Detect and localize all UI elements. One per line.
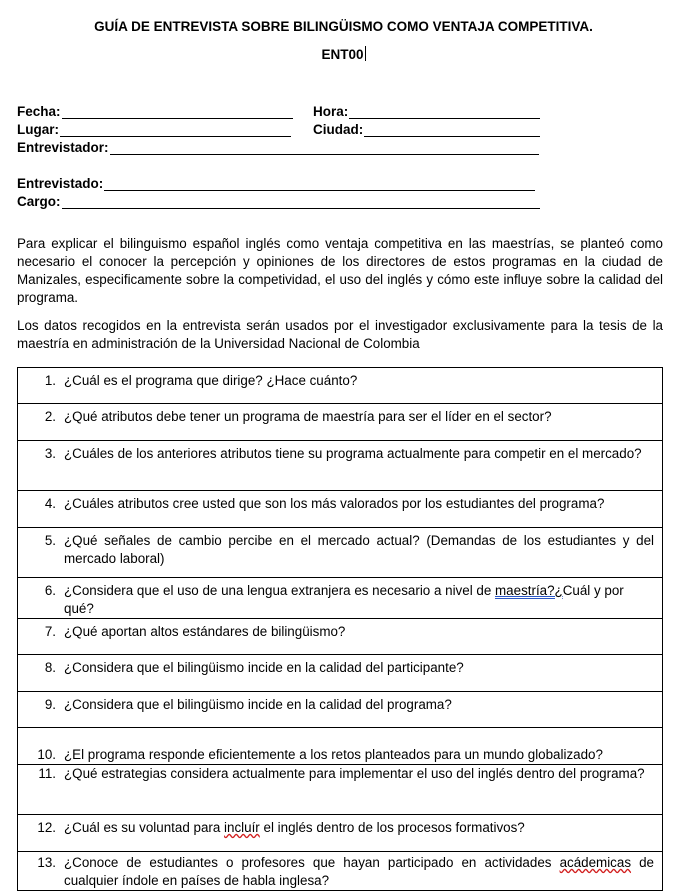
question-number: 12. (37, 820, 56, 835)
question-number: 3. (44, 446, 56, 461)
question-row (18, 368, 663, 404)
grammar-flagged-word[interactable]: maestría?¿ (495, 583, 563, 598)
question-row (18, 619, 663, 655)
question-cell[interactable] (18, 765, 663, 815)
question-text: ¿Considera que el bilingüismo incide en la calidad del programa? (64, 697, 452, 712)
hora-line (349, 104, 540, 119)
question-text-part: Cuál y por qué? (64, 583, 624, 616)
question-cell[interactable] (18, 368, 663, 404)
question-row (18, 852, 663, 891)
fecha-line (62, 104, 293, 119)
fecha-field[interactable] (17, 101, 293, 119)
cargo-label: Cargo: (17, 194, 61, 209)
entrevistador-label: Entrevistador: (17, 140, 109, 155)
question-cell[interactable] (18, 491, 663, 528)
question-text-part: el inglés dentro de los procesos formativos? (259, 820, 525, 835)
question-text-part: ¿Considera que el uso de una lengua extranjera es necesario a nivel de (64, 583, 496, 598)
ciudad-field[interactable] (313, 119, 540, 137)
question-cell[interactable] (18, 578, 663, 619)
cargo-field[interactable] (17, 191, 540, 209)
question-text (64, 582, 654, 618)
question-number: 10. (37, 747, 56, 762)
entrevistado-line (104, 176, 535, 191)
question-text (64, 819, 654, 837)
questions-table (17, 367, 663, 891)
question-cell[interactable] (18, 655, 663, 692)
question-number: 13. (37, 855, 56, 870)
question-number: 5. (44, 533, 56, 548)
interview-code[interactable] (0, 46, 687, 62)
question-cell[interactable] (18, 852, 663, 891)
ciudad-line (364, 122, 540, 137)
intro-paragraph-1: Para explicar el bilinguismo español inglés como ventaja competitiva en las maestrías, se planteó como necesario el conocer la percepción y opiniones de los directores de estos programas en la ciudad de Manizales, especificamente sobre la competividad, el uso del inglés y cómo este influye sobre la calidad del programa. (17, 236, 663, 305)
question-text: ¿Qué aportan altos estándares de bilingüismo? (64, 624, 346, 639)
question-text: ¿Cuáles de los anteriores atributos tiene su programa actualmente para competir en el mercado? (64, 446, 642, 461)
spelling-flagged-word[interactable]: incluír (224, 820, 260, 835)
question-cell[interactable] (18, 441, 663, 491)
question-number: 4. (44, 496, 56, 511)
question-text (64, 854, 654, 890)
entrevistado-label: Entrevistado: (17, 176, 104, 191)
lugar-field[interactable] (17, 119, 291, 137)
question-cell[interactable] (18, 619, 663, 655)
question-row (18, 655, 663, 692)
interview-code-text: ENT00 (321, 47, 364, 62)
question-text: ¿Cuál es el programa que dirige? ¿Hace cuánto? (64, 373, 358, 388)
question-row (18, 815, 663, 852)
lugar-line (60, 122, 291, 137)
question-number: 9. (44, 697, 56, 712)
question-text: ¿Qué señales de cambio percibe en el mercado actual? (Demandas de los estudiantes y del mercado laboral) (64, 533, 654, 566)
question-row (18, 404, 663, 441)
question-number: 11. (38, 766, 56, 781)
question-row (18, 528, 663, 578)
question-row (18, 728, 663, 765)
hora-label: Hora: (313, 104, 349, 119)
lugar-label: Lugar: (17, 122, 59, 137)
question-number: 8. (44, 660, 56, 675)
question-row (18, 441, 663, 491)
question-row (18, 765, 663, 815)
question-text: ¿Qué atributos debe tener un programa de maestría para ser el líder en el sector? (64, 409, 552, 424)
question-cell[interactable] (18, 692, 663, 728)
question-text: ¿El programa responde eficientemente a los retos planteados para un mundo globalizado? (64, 747, 603, 762)
question-cell[interactable] (18, 404, 663, 441)
question-cell[interactable] (18, 728, 663, 765)
hora-field[interactable] (313, 101, 540, 119)
question-text-part: ¿Cuál es su voluntad para (64, 820, 225, 835)
question-text: ¿Cuáles atributos cree usted que son los más valorados por los estudiantes del programa? (64, 496, 605, 511)
question-number: 2. (44, 409, 56, 424)
document-title: GUÍA DE ENTREVISTA SOBRE BILINGÜISMO COMO VENTAJA COMPETITIVA. (94, 19, 593, 34)
cargo-line (62, 194, 540, 209)
question-number: 1. (44, 373, 56, 388)
text-cursor (365, 46, 366, 61)
fecha-label: Fecha: (17, 104, 61, 119)
question-row (18, 692, 663, 728)
question-number: 7. (44, 624, 56, 639)
intro-paragraph-2: Los datos recogidos en la entrevista serán usados por el investigador exclusivamente para la tesis de la maestría en administración de la Universidad Nacional de Colombia (17, 318, 663, 351)
question-cell[interactable] (18, 815, 663, 852)
question-text-part: ¿Conoce de estudiantes o profesores que hayan participado en actividades (64, 855, 560, 870)
question-cell[interactable] (18, 528, 663, 578)
entrevistador-line (110, 140, 539, 155)
ciudad-label: Ciudad: (313, 122, 364, 137)
question-number: 6. (44, 583, 56, 598)
question-text: ¿Considera que el bilingüismo incide en la calidad del participante? (64, 660, 464, 675)
spelling-flagged-word[interactable]: acádemicas (559, 855, 632, 870)
entrevistador-field[interactable] (17, 137, 539, 155)
question-row (18, 578, 663, 619)
question-text-part: de cualquier índole en países de habla inglesa? (64, 855, 654, 888)
entrevistado-field[interactable] (17, 173, 535, 191)
question-row (18, 491, 663, 528)
question-text: ¿Qué estrategias considera actualmente para implementar el uso del inglés dentro del programa? (64, 766, 645, 781)
